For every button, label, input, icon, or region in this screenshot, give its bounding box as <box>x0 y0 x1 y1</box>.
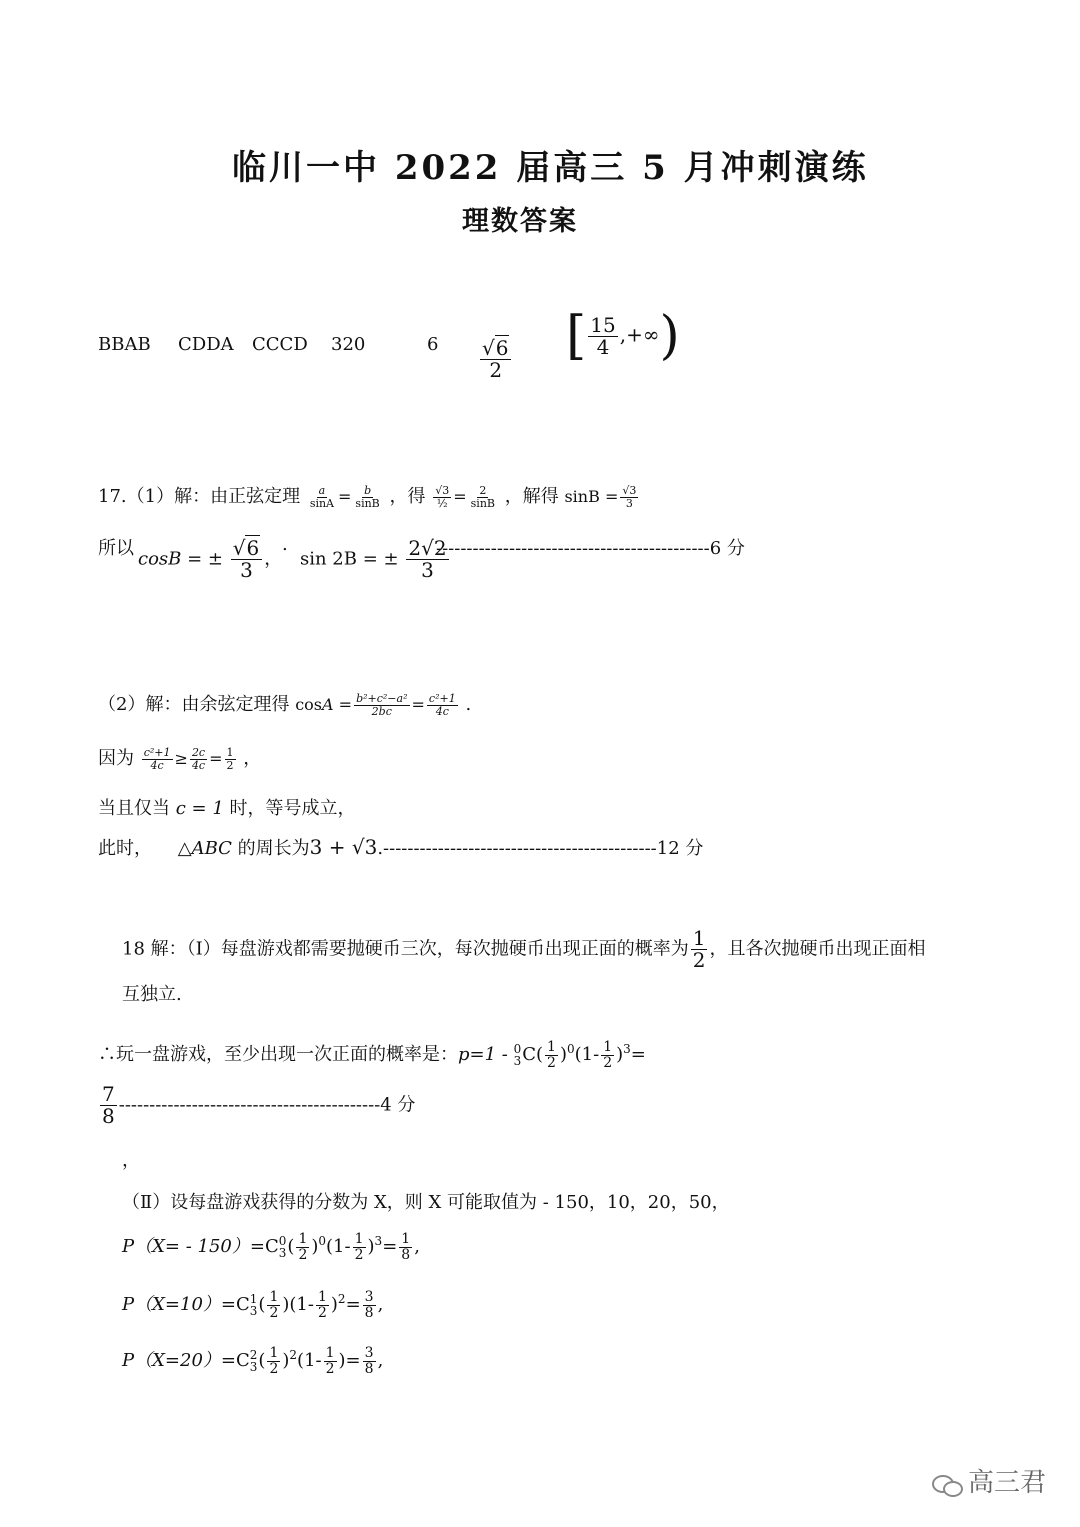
separator-dot: . <box>282 534 288 555</box>
cosB-lhs: cosB = ± <box>138 548 223 570</box>
now-label: 此时， <box>98 838 152 859</box>
sin2B-denominator: 3 <box>421 558 434 582</box>
answers-row <box>98 334 151 355</box>
law-of-sines-formula: $\frac{a}{\sin A}$ <box>309 483 335 510</box>
page-title: 临川一中 2022 届高三 5 月冲刺演练 <box>232 148 869 188</box>
answer-7-8 <box>100 1084 117 1127</box>
watermark <box>932 1462 1046 1499</box>
q17-intro: 17.（1）解：由正弦定理 <box>98 486 301 507</box>
px-minus150-label: P（X= - 150）= <box>122 1236 265 1258</box>
cosB-denominator: 3 <box>240 558 253 582</box>
answer-16-numerator: 15 <box>590 312 616 337</box>
page-subtitle: 理数答案 <box>462 206 578 237</box>
score-4: -------------------------------------------4 分 <box>118 1094 416 1116</box>
lone-comma: ， <box>122 1150 140 1171</box>
cosB-radicand: 6 <box>246 536 260 560</box>
cosB-result: cosB = ± $\frac{√6}{3}$ ， <box>138 536 283 582</box>
answer-16-denominator: 4 <box>596 334 610 359</box>
answer-13: 320 <box>331 334 366 355</box>
answer-15-radicand: 6 <box>495 336 509 360</box>
answer-15-denominator: 2 <box>489 358 503 382</box>
because-line: 因为 $\frac{\text{c²+1}}{4c}$ ≥ $\frac{2c}{4c}$ = $\frac{1}{2}$ ， <box>98 745 262 772</box>
answer-group-3: CCCD <box>252 334 308 355</box>
sinB-result: $\frac{√3}{3}$ <box>622 483 637 510</box>
inequality-formula: $\frac{\text{c²+1}}{4c}$ <box>143 745 171 772</box>
p-expression: p=1 - <box>458 1044 514 1066</box>
triangle-label: △ABC <box>177 838 232 859</box>
answer-14: 6 <box>427 334 439 355</box>
q18-part2: （Ⅱ）设每盘游戏获得的分数为 X，则 X 可能取值为 - 150，10，20，50， <box>122 1192 730 1213</box>
answer-group-1: BBAB <box>98 334 151 355</box>
q18-intro-line <box>122 928 925 971</box>
q17-part2-end: . <box>465 694 472 715</box>
probability-half: $\frac{1}{2}$ <box>692 926 706 972</box>
substitution-formula: $\frac{√3}{\text{½}}$ <box>435 483 450 510</box>
perimeter-line <box>98 834 703 860</box>
answer-16-tail: ,+∞ <box>619 322 660 347</box>
q17-so: 所以 <box>98 538 134 559</box>
px10-label: P（X=10）= <box>122 1294 236 1316</box>
q17-mid: ，得 <box>389 486 426 507</box>
px10-line: P（X=10）=C 1 3 ( $\frac{1}{2}$ )(1- $\frac{1}{2}$ )$^2$= $\frac{3}{8}$ , <box>122 1289 384 1321</box>
left-bracket: [ <box>566 306 587 366</box>
score-12: .---------------------------------------------12 分 <box>377 838 704 859</box>
sin2B-result <box>300 538 451 581</box>
q17-part2-intro: （2）解：由余弦定理得 <box>98 694 290 715</box>
px-minus150-line: P（X= - 150）=C 0 3 ( $\frac{1}{2}$ )$^0$(1- $\frac{1}{2}$ )$^3$= $\frac{1}{8}$ , <box>122 1231 420 1263</box>
equality-line <box>98 794 356 820</box>
answer-denominator: 8 <box>102 1104 115 1128</box>
equality-label: 当且仅当 <box>98 798 170 819</box>
q18-answer-line <box>98 1084 415 1127</box>
sin2B-lhs: sin 2B = ± <box>300 548 399 570</box>
because-label: 因为 <box>98 748 134 769</box>
answer-group-2: CDDA <box>178 334 234 355</box>
answer-15: $\frac{√6}{2}$ <box>478 338 513 381</box>
right-paren: ) <box>659 306 680 366</box>
law-of-cosines-formula: $\frac{\text{b²+c²−a²}}{2bc}$ <box>356 691 408 718</box>
answer-16 <box>566 306 680 366</box>
q18-intro-tail: ，且各次抛硬币出现正面相 <box>709 938 926 960</box>
perimeter-value: 3 + √3 <box>309 835 378 859</box>
q18-intro: 18 解：（Ⅰ）每盘游戏都需要抛硬币三次，每次抛硬币出现正面的概率为 <box>122 938 689 960</box>
q17-part1-line: 17.（1）解：由正弦定理 $\frac{a}{\sin A}$ = $\frac{b}{\sin B}$ ，得 $\frac{√3}{\text{½}}$ = $\frac{2}{\sin B}$ ，解得 sinB = $\frac{√3}{3}$ <box>98 483 637 510</box>
answer-numerator: 7 <box>102 1082 115 1106</box>
sin2B-numerator: 2√2 <box>408 536 447 560</box>
watermark-text: 高三君 <box>968 1468 1047 1498</box>
score-6: ---------------------------------------------6 分 <box>436 538 745 559</box>
perimeter-label: 的周长为 <box>237 838 310 859</box>
px20-label: P（X=20）= <box>122 1350 236 1372</box>
because-comma: ， <box>243 748 262 769</box>
q17-mid2: ，解得 <box>504 486 559 507</box>
q17-part2-line: （2）解：由余弦定理得 cosA = $\frac{\text{b²+c²−a²}}{2bc}$ = $\frac{\text{c²+1}}{4c}$ . <box>98 691 472 718</box>
q18-therefore-line: ∴玩一盘游戏，至少出现一次正面的概率是：p=1 - 0 3 C( $\frac{1}{2}$ )$^0$(1- $\frac{1}{2}$ )$^3$= <box>98 1039 646 1071</box>
q18-therefore: ∴玩一盘游戏，至少出现一次正面的概率是： <box>98 1044 458 1066</box>
equality-end: 时，等号成立， <box>229 798 356 819</box>
q18-line2: 互独立. <box>122 984 182 1005</box>
px20-line: P（X=20）=C 2 3 ( $\frac{1}{2}$ )$^2$(1- $\frac{1}{2}$ )= $\frac{3}{8}$ , <box>122 1345 384 1377</box>
cosB-comma: ， <box>264 548 283 570</box>
wechat-icon <box>932 1473 962 1495</box>
equality-condition: c = 1 <box>175 798 224 819</box>
